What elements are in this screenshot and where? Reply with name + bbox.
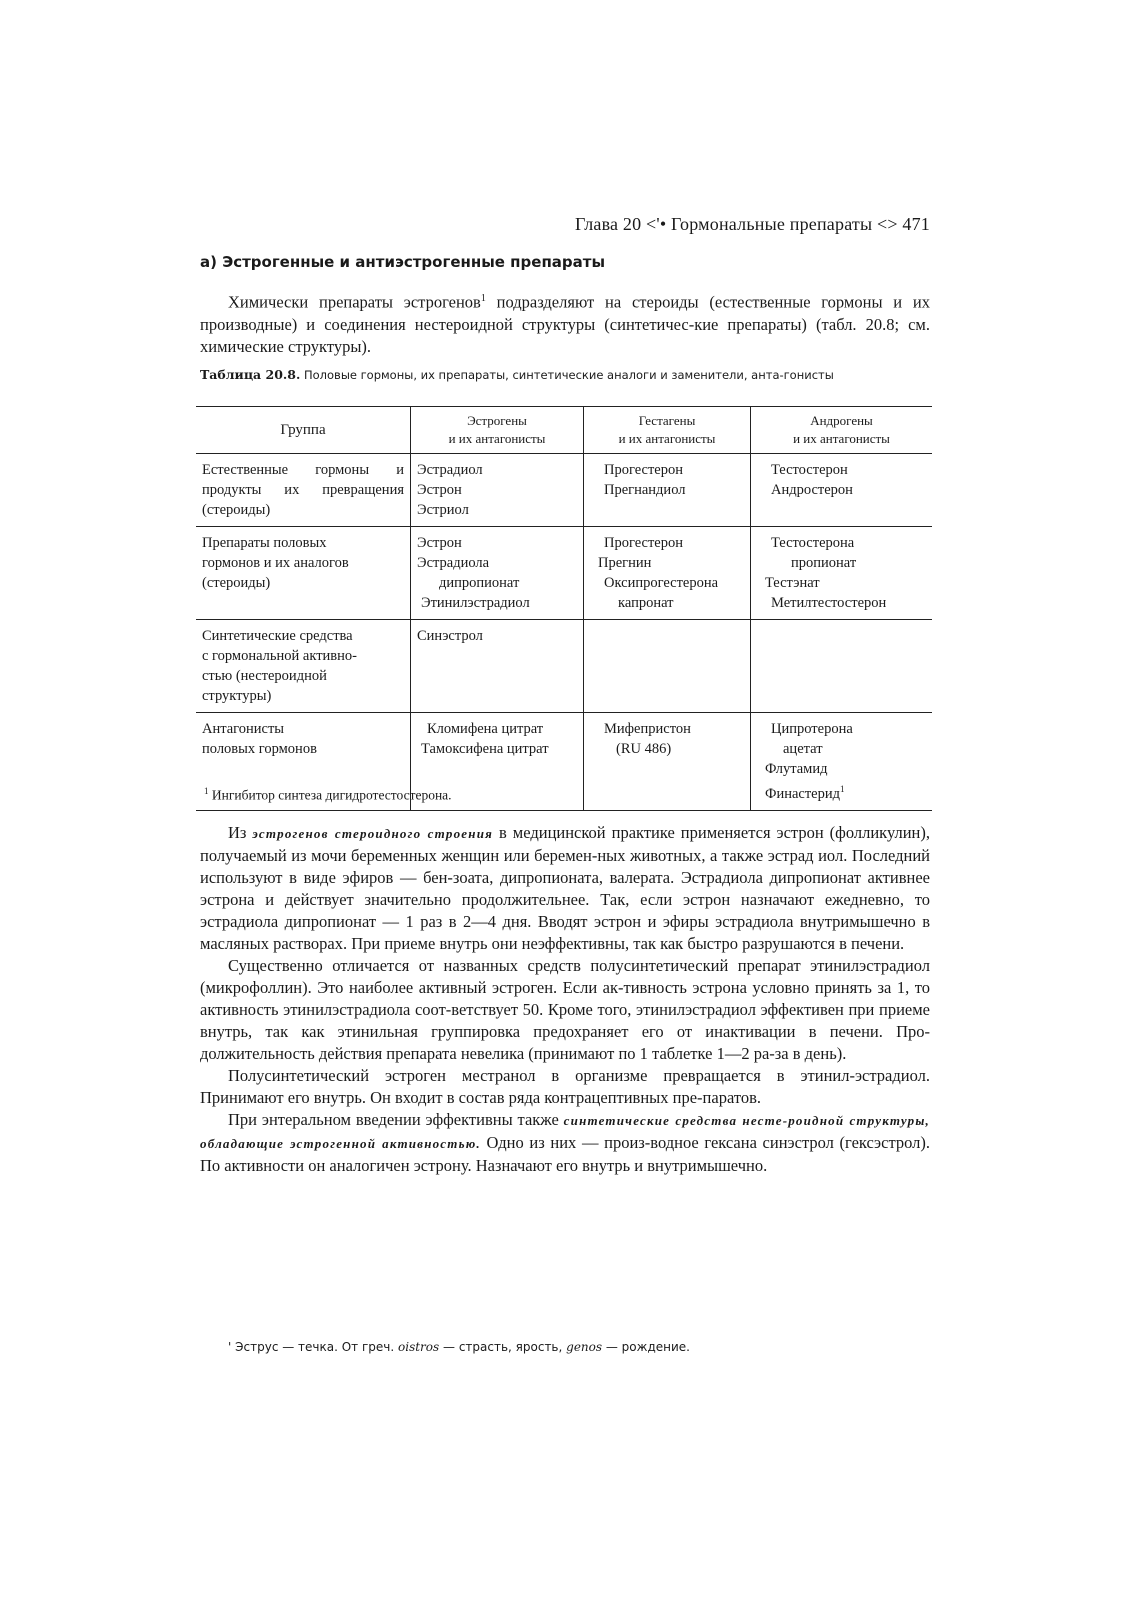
paragraph: Полусинтетический эстроген местранол в организме превращается в этинил-эстрадиол. Принимают его внутрь. Он входит в состав ряда контрацептивных пре-паратов. — [200, 1066, 930, 1107]
table-row — [196, 527, 932, 620]
footnote-marker: 1 — [840, 784, 845, 794]
section-heading: а) Эстрогенные и антиэстрогенные препараты — [200, 253, 606, 271]
table-row — [196, 454, 932, 527]
header-estrogens: Эстрогены и их антагонисты — [411, 407, 584, 454]
estrogens-cell: Кломифена цитрат Тамоксифена цитрат — [411, 713, 584, 811]
table-row — [196, 620, 932, 713]
gestagens-cell: Мифепристон (RU 486) — [584, 713, 751, 811]
header-androgens: Андрогены и их антагонисты — [751, 407, 933, 454]
header-gestagens: Гестагены и их антагонисты — [584, 407, 751, 454]
androgens-cell: Тестостерон Андростерон — [751, 454, 933, 527]
page-footnote: ' Эструс — течка. От греч. oistros — страсть, ярость, genos — рождение. — [228, 1340, 690, 1354]
paragraph: Из эстрогенов стероидного строения в медицинской практике применяется эстрон (фолликулин), получаемый из мочи беременных женщин или беремен-ных животных, а также эстрад иол. Последний используют в виде эфиров — бен-зоата, дипропионата, валерата. Эстрадиола дипропионат активнее эстрона и действует значительно продолжительнее. Так, если эстрон назначают ежедневно, то эстрадиола дипропионат — 1 раз в 2—4 дня. Вводят эстрон и эфиры эстрадиола внутримышечно в масляных растворах. При приеме внутрь они неэффективны, так как быстро разрушаются в печени. — [200, 823, 930, 953]
footnote-marker: 1 — [480, 293, 486, 304]
gestagens-cell: Прогестерон Прегнандиол — [584, 454, 751, 527]
emphasis: эстрогенов стероидного строения — [252, 826, 494, 841]
main-text — [200, 822, 930, 1177]
gestagens-cell — [584, 620, 751, 713]
table-caption — [200, 366, 930, 384]
row-group-cell: Препараты половых гормонов и их аналогов (стероиды) — [196, 527, 411, 620]
estrogens-cell: Эстрон Эстрадиола дипропионат Этинилэстрадиол — [411, 527, 584, 620]
hormones-table — [196, 406, 932, 811]
androgens-cell: Тестостерона пропионат Тестэнат Метилтестостерон — [751, 527, 933, 620]
row-group-cell: Антагонисты половых гормонов — [196, 713, 411, 811]
table-header-row — [196, 407, 932, 454]
estrogens-cell: Эстрадиол Эстрон Эстриол — [411, 454, 584, 527]
table-footnote: $^1$ Ингибитор синтеза дигидротестостерона. — [204, 786, 452, 803]
intro-paragraph: Химически препараты эстрогенов$^1$ подразделяют на стероиды (естественные гормоны и их производные) и соединения нестероидной структуры (синтетичес-кие препараты) (табл. 20.8; см. химические структуры). — [200, 292, 930, 356]
header-group: Группа — [196, 407, 411, 454]
row-group-cell: Естественные гормоны и продукты их превращения (стероиды) — [196, 454, 411, 527]
row-group-cell: Синтетические средства с гормональной активно- стью (нестероидной структуры) — [196, 620, 411, 713]
paragraph: Существенно отличается от названных средств полусинтетический препарат этинилэстрадиол (микрофоллин). Это наиболее активный эстроген. Если ак-тивность эстрона условно принять за 1, то активность этинилэстрадиола соот-ветствует 50. Кроме того, этинилэстрадиол эффективен при приеме внутрь, так как этинильная группировка предохраняет его от инактивации в печени. Про-должительность действия препарата невелика (принимают по 1 таблетке 1—2 ра-за в день). — [200, 956, 930, 1063]
androgens-cell — [751, 620, 933, 713]
androgens-cell: Ципротерона ацетат Флутамид Финастерид$^1$ — [751, 713, 933, 811]
paragraph: При энтеральном введении эффективны также синтетические средства несте-роидной структуры, обладающие эстрогенной активностью. Одно из них — произ-водное гексана синэстрол (гексэстрол). По активности он аналогичен эстрону. Назначают его внутрь и внутримышечно. — [200, 1110, 931, 1175]
emphasis: синтетические средства несте-роидной структуры, обладающие эстрогенной активностью. — [200, 1113, 931, 1151]
gestagens-cell: Прогестерон Прегнин Оксипрогестерона капронат — [584, 527, 751, 620]
estrogens-cell: Синэстрол — [411, 620, 584, 713]
table-caption-label: Таблица 20.8. — [200, 367, 301, 382]
table-caption-text: Половые гормоны, их препараты, синтетические аналоги и заменители, анта-гонисты — [300, 368, 834, 382]
running-head: Глава 20 <'• Гормональные препараты <> 471 — [574, 214, 930, 234]
